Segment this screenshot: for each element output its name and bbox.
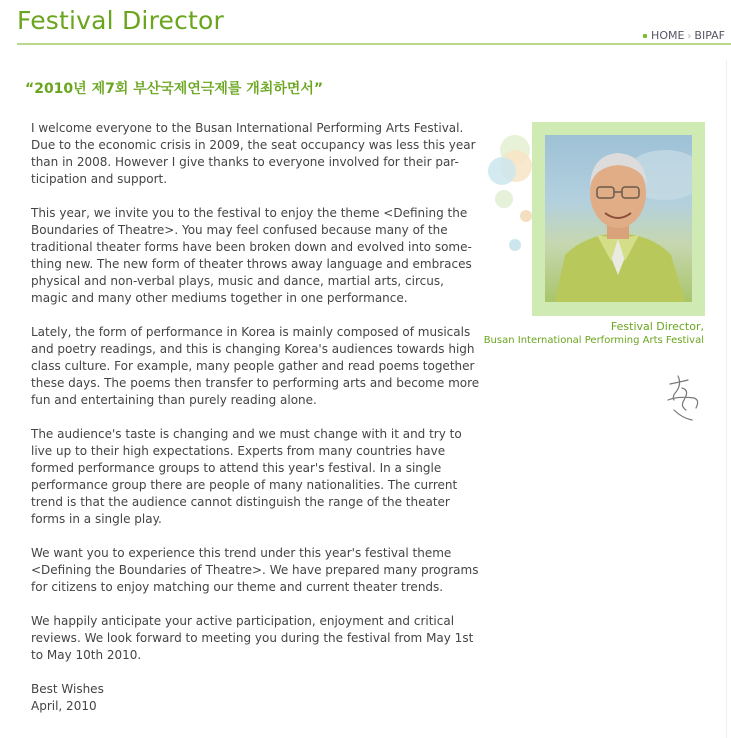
breadcrumb [643, 29, 725, 42]
director-portrait [545, 135, 692, 302]
closing-greeting: Best Wishes [31, 682, 104, 696]
breadcrumb-bipaf-link[interactable]: BIPAF [694, 29, 725, 42]
decor-blob [509, 239, 521, 251]
bullet-icon [643, 34, 647, 38]
closing-date: April, 2010 [31, 699, 97, 713]
paragraph: This year, we invite you to the festival to enjoy the theme <Defining the Boundaries of Theatre>. You may feel confused because many of the traditional theater forms have been broken down and evolved into some-thing new. The new form of theater throws away language and embraces physical and non-verbal plays, music and dance, martial arts, circus, magic and many other mediums together in one performance. [31, 206, 472, 305]
decor-blob [495, 190, 513, 208]
right-border [726, 60, 727, 738]
paragraph: The audience's taste is changing and we must change with it and try to live up to their high expectations. Experts from many countries have formed performance groups to attend this year's festival. In a single performance group there are people of many nationalities. The current trend is that the audience cannot distinguish the range of the theater forms in a single play. [31, 427, 462, 526]
photo-caption-organization: Busan International Performing Arts Festival [483, 335, 704, 346]
signature-image [664, 370, 704, 425]
chevron-right-icon: › [687, 31, 692, 42]
decor-blob [520, 210, 532, 222]
director-photo [545, 135, 692, 302]
paragraph: We want you to experience this trend under this year's festival theme <Defining the Boundaries of Theatre>. We have prepared many programs for citizens to enjoy matching our theme and current theater trends. [31, 546, 479, 594]
headline: “2010년 제7회 부산국제연극제를 개최하면서” [25, 81, 324, 97]
photo-caption-role: Festival Director, [610, 320, 704, 333]
paragraph: We happily anticipate your active participation, enjoyment and critical reviews. We look forward to meeting you during the festival from May 1st to May 10th 2010. [31, 614, 474, 662]
page-title: Festival Director [17, 6, 225, 35]
message-body [31, 120, 481, 715]
breadcrumb-home-link[interactable]: HOME [651, 29, 685, 42]
paragraph: Lately, the form of performance in Korea is mainly composed of musicals and poetry readings, and this is changing Korea's audiences towards high class culture. For example, many people gather and read poems together these days. The poems then transfer to performing arts and become more fun and entertaining than purely reading alone. [31, 325, 480, 407]
header-divider [17, 43, 731, 45]
decor-blob [488, 157, 516, 185]
paragraph: I welcome everyone to the Busan International Performing Arts Festival. Due to the economic crisis in 2009, the seat occupancy was less this year than in 2008. However I give thanks to everyone involved for their par-ticipation and support. [31, 121, 476, 186]
